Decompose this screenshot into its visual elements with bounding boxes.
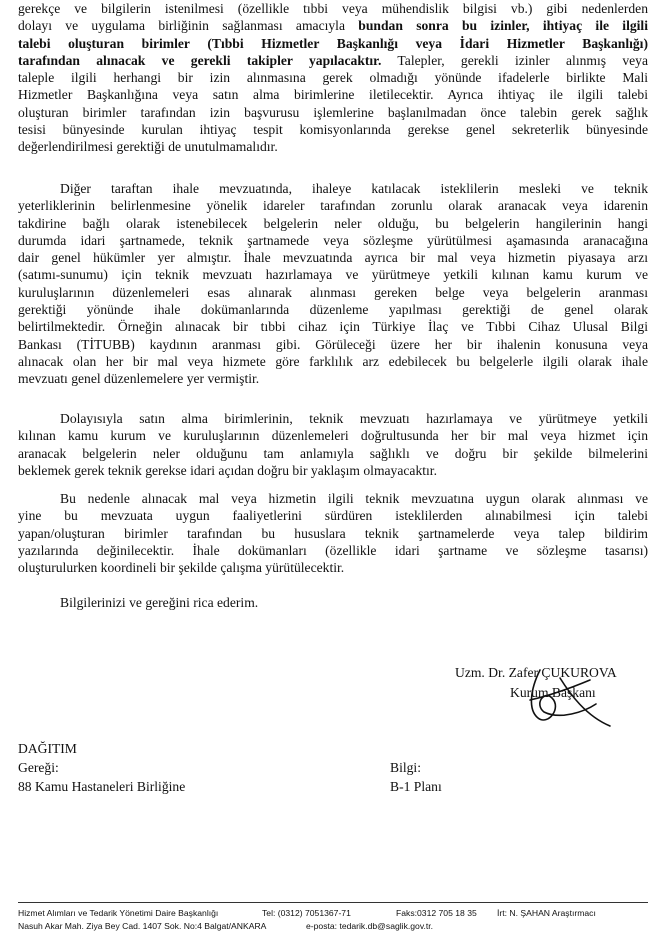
text-line: Hizmetler Başkanlığına veya satın alma birimlerine iletilecektir. Ayrıca ihtiyaç ile ilgili talebi xyxy=(18,87,648,103)
text-line: aranacak belgelerin neler olduğunu tam anlamıyla sağlıklı ve doğru bir şekilde bilmelerini xyxy=(18,445,648,461)
text-line: gerektiği yönünde ihale dokümanlarında düzenleme yapılması gerektiği de genel olarak xyxy=(18,302,648,318)
signatory-name: Uzm. Dr. Zafer ÇUKUROVA xyxy=(455,665,617,680)
text-line: değerlendirilmesi gerektiği de unutulmamalıdır. xyxy=(18,139,278,155)
paragraph-2 xyxy=(18,180,648,388)
text-line: Dolayısıyla satın alma birimlerinin, teknik mevzuatı hazırlamaya ve yürütmeye yetkili xyxy=(60,411,648,426)
text-line: tesisi bünyesinde kurulan ihtiyaç tespit komisyonlarında gerekse genel sekreterlik bünyesinde xyxy=(18,122,648,138)
text-line xyxy=(18,52,648,69)
text-line xyxy=(18,17,648,34)
text-line: Bu nedenle alınacak mal veya hizmetin ilgili teknik mevzuatına uygun olarak alınması ve xyxy=(60,491,648,506)
text-line: yine bu mevzuata uygun faaliyetlerini sürdüren isteklilerden alınabilmesi için talebi xyxy=(18,508,648,524)
text-span: Talepler, gerekli izinler alınmış veya xyxy=(381,52,648,68)
text-line xyxy=(18,35,648,52)
paragraph-1 xyxy=(18,0,648,156)
text-line: oluşturulurken koordineli bir şekilde çalışma yürütülecektir. xyxy=(18,560,345,576)
text-line: Bilgilerinizi ve gereğini rica ederim. xyxy=(60,595,259,610)
text-line: yapan/oluşturan birimler tarafından bu hususlara teknik şartnamelerde veya talep bildirim xyxy=(18,525,648,541)
text-line: gerekçe ve bilgilerin istenilmesi (özellikle tıbbi veya mühendislik bilgisi vb.) gibi nedenlerden xyxy=(18,1,648,16)
distribution-action-label: Gereği: xyxy=(18,760,59,775)
bold-text: tarafından alınacak ve gerekli takipler yapılacaktır. xyxy=(18,52,382,68)
paragraph-3 xyxy=(18,410,648,479)
text-line: Diğer taraftan ihale mevzuatında, ihaleye katılacak isteklilerin mesleki ve teknik xyxy=(60,181,648,196)
distribution-info-value: B-1 Planı xyxy=(390,779,442,794)
footer-dept: Hizmet Alımları ve Tedarik Yönetimi Daire Başkanlığı xyxy=(18,908,219,918)
text-line: takdirine bağlı olarak istenebilecek belgelerin neler olduğu, bu belgelerin hangilerinin hangi xyxy=(18,215,648,231)
footer-address: Nasuh Akar Mah. Ziya Bey Cad. 1407 Sok. No:4 Balgat/ANKARA xyxy=(18,921,267,931)
footer-email: e-posta: tedarik.db@saglik.gov.tr. xyxy=(306,921,434,931)
distribution-heading: DAĞITIM xyxy=(18,741,77,756)
text-line: belirtilmektedir. Örneğin alınacak bir tıbbi cihaz için Türkiye İlaç ve Tıbbi Cihaz Ulusal Bilgi xyxy=(18,319,648,335)
handwritten-signature xyxy=(500,660,620,740)
text-line: oluşturan birimler tarafından izin başvurusu işlemlerine başlanılmadan önce talebin gerek sağlık xyxy=(18,104,648,120)
bold-text: talebi oluşturan birimler (Tıbbi Hizmetler Başkanlığı veya İdari Hizmetler Başkanlığı) xyxy=(18,35,648,51)
text-span: dolayı ve uygulama birliğinin sağlanması amacıyla xyxy=(18,18,359,34)
distribution-action-value: 88 Kamu Hastaneleri Birliğine xyxy=(18,779,186,794)
text-line: kılınan kamu kurum ve kuruluşlarının düzenlemeleri doğrultusunda her bir mal veya hizmet için xyxy=(18,428,648,444)
footer-contact: İrt: N. ŞAHAN Araştırmacı xyxy=(497,908,596,918)
text-line: beklemek gerek teknik gerekse idari açıdan doğru bir yaklaşım olmayacaktır. xyxy=(18,462,437,478)
text-line: alınacak olan her bir mal veya hizmete göre farklılık arz edebilecek bu belgelerle ilgili olarak ihale xyxy=(18,353,648,369)
text-line: dair genel hükümler yer almıştır. İhale mevzuatında ayrıca bir mal veya hizmetin piyasaya arzı xyxy=(18,250,648,266)
text-line: kuruluşlarının düzenlemeleri esas alınarak alınması gereken belge veya belgelerin aranması xyxy=(18,284,648,300)
closing-sentence xyxy=(18,594,648,611)
footer-divider xyxy=(18,902,648,903)
distribution-info-label: Bilgi: xyxy=(390,760,421,775)
text-line: taleple ilgili herhangi bir izin alınmasına gerek olmadığı yönünde ifadelerle birlikte Mali xyxy=(18,70,648,86)
paragraph-4 xyxy=(18,490,648,576)
footer-fax: Faks:0312 705 18 35 xyxy=(396,908,477,918)
text-line: (satımı-sunumu) için teknik mevzuatı hazırlamaya ve yürütmeye yetkili kılınan kamu kurum ve xyxy=(18,267,648,283)
footer-tel: Tel: (0312) 7051367-71 xyxy=(262,908,351,918)
text-line: durumda idari şartnamede, teknik şartnamede veya sözleşme yürütülmesi aşamasında aranacağına xyxy=(18,232,648,248)
text-line: mevzuatı genel düzenlemelere yer vermiştir. xyxy=(18,371,260,387)
signatory-title: Kurum Başkanı xyxy=(510,685,596,700)
text-line: yazılarında değinilecektir. İhale dokümanları (özellikle idari şartname ve sözleşme tasarısı) xyxy=(18,542,648,558)
text-line: Bankası (TİTUBB) kaydının aranması gibi. Görüleceği üzere her bir ihalenin konusuna veya xyxy=(18,336,648,352)
text-line: yeterliklerinin belirlenmesine yönelik idareler tarafından zorunlu olarak aranacak veya idarenin xyxy=(18,198,648,214)
bold-text: bundan sonra bu izinler, ihtiyaç ile ilgili xyxy=(358,18,648,34)
